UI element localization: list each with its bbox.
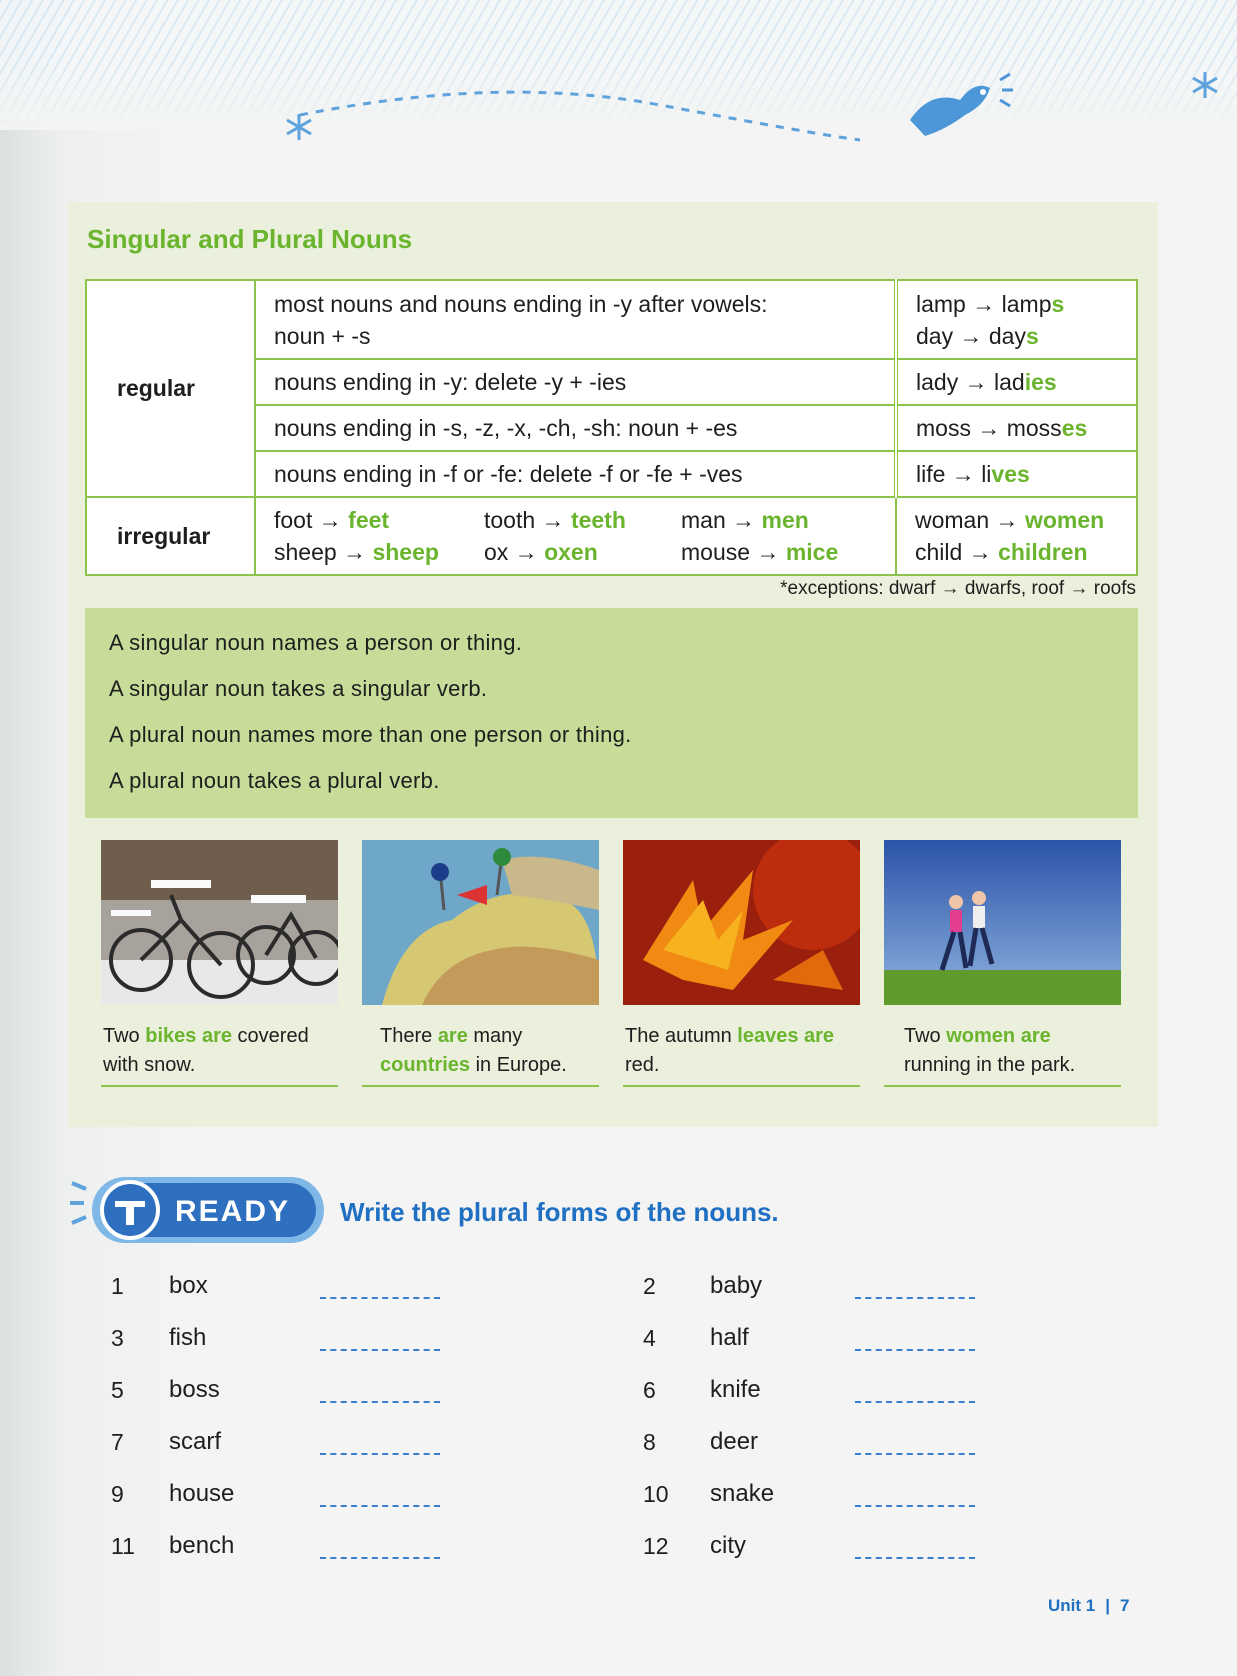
answer-blank[interactable] [320, 1505, 440, 1507]
photo-caption: There are many countries in Europe. [380, 1025, 567, 1076]
item-number: 6 [643, 1377, 656, 1403]
page-number: 7 [1120, 1596, 1130, 1615]
caption-underline [884, 1085, 1121, 1087]
answer-blank[interactable] [855, 1505, 975, 1507]
example: lamp → lamps [916, 290, 1065, 317]
bird-icon [905, 70, 1015, 140]
item-word: half [710, 1324, 749, 1351]
item-word: baby [710, 1272, 763, 1299]
note-line: A singular noun takes a singular verb. [109, 676, 488, 701]
item-word: knife [710, 1376, 761, 1403]
plural-rules-table [85, 279, 1138, 576]
rule-examples [896, 280, 1137, 359]
rule-examples: lady → ladies [896, 359, 1137, 405]
answer-blank[interactable] [855, 1297, 975, 1299]
caption-underline [362, 1085, 599, 1087]
item-number: 11 [111, 1533, 135, 1559]
example: man → men [681, 507, 809, 533]
item-word: house [169, 1480, 235, 1507]
answer-blank[interactable] [855, 1349, 975, 1351]
item-word: deer [710, 1428, 759, 1455]
answer-blank[interactable] [855, 1453, 975, 1455]
table-row [86, 497, 1137, 575]
item-word: bench [169, 1532, 235, 1559]
answer-blank[interactable] [320, 1453, 440, 1455]
grammar-notes-box [85, 608, 1138, 818]
item-number: 9 [111, 1481, 124, 1507]
rule-line: most nouns and nouns ending in -y after vowels: [274, 290, 768, 317]
rule-text: nouns ending in -f or -fe: delete -f or -fe + -ves [255, 451, 896, 497]
europe-map-photo [362, 840, 599, 1005]
note-line: A singular noun names a person or thing. [109, 630, 523, 655]
irregular-label: irregular [86, 497, 255, 575]
photo-caption: The autumn leaves are red. [625, 1025, 835, 1076]
answer-blank[interactable] [320, 1349, 440, 1351]
example: foot → feet [274, 507, 390, 533]
item-word: box [169, 1272, 208, 1299]
answer-blank[interactable] [320, 1557, 440, 1559]
unit-label: Unit 1 [1048, 1596, 1096, 1615]
rule-text: nouns ending in -y: delete -y + -ies [255, 359, 896, 405]
svg-text:READY: READY [175, 1195, 291, 1228]
caption-underline [101, 1085, 338, 1087]
autumn-leaves-photo [623, 840, 860, 1005]
item-number: 10 [643, 1481, 669, 1507]
section-title: Singular and Plural Nouns [87, 224, 413, 254]
photo-caption: Two women are running in the park. [904, 1025, 1076, 1076]
note-line: A plural noun names more than one person or thing. [109, 722, 632, 747]
rule-examples: moss → mosses [896, 405, 1137, 451]
exceptions-note: *exceptions: dwarf → dwarfs, roof → roofs [780, 578, 1136, 599]
dashed-swirl-decoration [300, 85, 860, 145]
rule-text: nouns ending in -s, -z, -x, -ch, -sh: noun + -es [255, 405, 896, 451]
item-word: boss [169, 1376, 220, 1403]
answer-blank[interactable] [320, 1297, 440, 1299]
ready-badge [70, 1165, 330, 1255]
snowy-bikes-photo [101, 840, 338, 1005]
item-number: 7 [111, 1429, 124, 1455]
example: child → children [915, 539, 1088, 565]
caption-underline [623, 1085, 860, 1087]
item-number: 5 [111, 1377, 124, 1403]
item-number: 12 [643, 1533, 669, 1559]
regular-label: regular [86, 280, 255, 497]
item-word: scarf [169, 1428, 222, 1455]
item-word: city [710, 1532, 746, 1559]
example: mouse → mice [681, 539, 839, 565]
photo-caption: Two bikes are covered with snow. [103, 1025, 309, 1076]
item-word: snake [710, 1480, 775, 1507]
exercise-instruction: Write the plural forms of the nouns. [340, 1197, 779, 1227]
answer-blank[interactable] [855, 1401, 975, 1403]
asterisk-star-icon [284, 112, 314, 142]
answer-blank[interactable] [320, 1401, 440, 1403]
item-number: 1 [111, 1273, 124, 1299]
table-row [86, 280, 1137, 359]
answer-blank[interactable] [855, 1557, 975, 1559]
item-number: 4 [643, 1325, 656, 1351]
item-number: 2 [643, 1273, 656, 1299]
example: tooth → teeth [484, 507, 626, 533]
example: ox → oxen [484, 539, 598, 565]
rule-examples: life → lives [896, 451, 1137, 497]
rule-text [255, 280, 896, 359]
example: sheep → sheep [274, 539, 439, 565]
asterisk-star-icon [1190, 70, 1220, 100]
irregular-examples-left [255, 497, 896, 575]
irregular-examples-right [896, 497, 1137, 575]
item-word: fish [169, 1324, 207, 1351]
item-number: 3 [111, 1325, 124, 1351]
page-footer: Unit 1 | 7 [1048, 1596, 1130, 1615]
example: day → days [916, 322, 1039, 349]
rule-line: noun + -s [274, 322, 371, 349]
item-number: 8 [643, 1429, 656, 1455]
note-line: A plural noun takes a plural verb. [109, 768, 440, 793]
women-running-photo [884, 840, 1121, 1005]
example: woman → women [915, 507, 1105, 533]
